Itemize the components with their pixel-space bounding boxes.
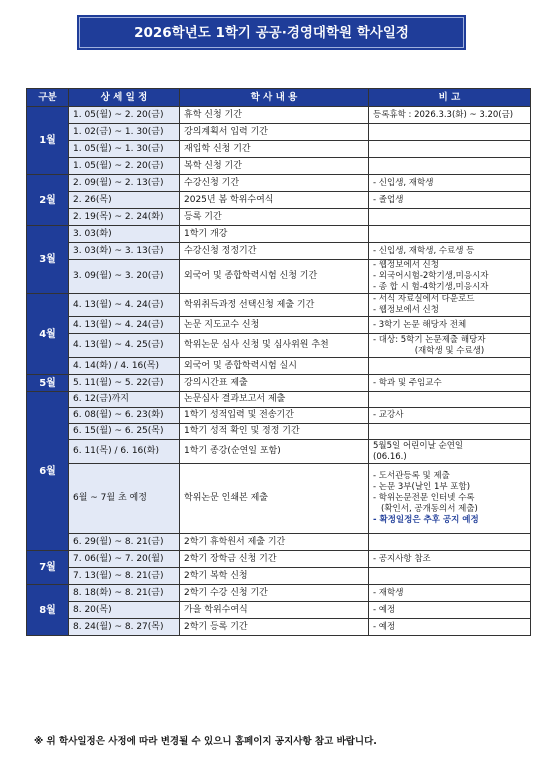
content-cell: 1학기 성적 확인 및 정정 기간 xyxy=(180,424,369,440)
content-cell: 수강신청 정정기간 xyxy=(180,243,369,260)
table-row xyxy=(27,392,531,408)
date-cell: 1. 05(월) ~ 1. 30(금) xyxy=(69,141,180,158)
note-cell xyxy=(369,358,531,375)
note-line: - 졸업생 xyxy=(373,194,404,205)
note-cell xyxy=(369,375,531,392)
month-cell: 3월 xyxy=(27,226,69,294)
note-line: - 신입생, 재학생 xyxy=(373,177,434,188)
header-date: 상 세 일 정 xyxy=(69,89,180,107)
content-cell: 강의계획서 입력 기간 xyxy=(180,124,369,141)
content-cell: 2학기 복학 신청 xyxy=(180,568,369,585)
content-cell: 수강신청 기간 xyxy=(180,175,369,192)
table-row xyxy=(27,175,531,192)
table-row xyxy=(27,568,531,585)
note-cell xyxy=(369,124,531,141)
month-cell: 8월 xyxy=(27,585,69,636)
content-cell: 강의시간표 제출 xyxy=(180,375,369,392)
content-cell: 학위논문 심사 신청 및 심사위원 추천 xyxy=(180,334,369,358)
table-row xyxy=(27,243,531,260)
content-cell: 외국어 및 종합학력시험 실시 xyxy=(180,358,369,375)
note-cell xyxy=(369,209,531,226)
month-cell: 1월 xyxy=(27,107,69,175)
note-line: - 대상: 5학기 논문제출 해당자 xyxy=(373,334,486,345)
note-cell xyxy=(369,158,531,175)
note-line: - 외국어시험-2학기생,미응시자 xyxy=(373,271,489,281)
content-cell: 1학기 성적입력 및 전송기간 xyxy=(180,408,369,424)
table-row xyxy=(27,408,531,424)
note-cell xyxy=(369,464,531,534)
note-cell xyxy=(369,175,531,192)
table-row xyxy=(27,375,531,392)
date-cell: 7. 06(월) ~ 7. 20(월) xyxy=(69,551,180,568)
note-line: - 3학기 논문 해당자 전체 xyxy=(373,319,467,330)
table-row xyxy=(27,358,531,375)
schedule-table xyxy=(26,88,531,636)
date-cell: 6. 29(월) ~ 8. 21(금) xyxy=(69,534,180,551)
note-cell xyxy=(369,619,531,636)
date-cell: 1. 05(월) ~ 2. 20(금) xyxy=(69,158,180,175)
note-cell xyxy=(369,294,531,317)
table-row xyxy=(27,192,531,209)
content-cell: 등록 기간 xyxy=(180,209,369,226)
footer-notice: ※ 위 학사일정은 사정에 따라 변경될 수 있으니 홈페이지 공지사항 참고 바랍니다. xyxy=(34,736,377,747)
content-cell: 학위취득과정 선택신청 제출 기간 xyxy=(180,294,369,317)
note-line: - 예정 xyxy=(373,621,396,632)
note-cell xyxy=(369,424,531,440)
date-cell: 7. 13(월) ~ 8. 21(금) xyxy=(69,568,180,585)
note-cell xyxy=(369,568,531,585)
note-line: - 학과 및 주임교수 xyxy=(373,377,442,388)
date-cell: 6월 ~ 7월 초 예정 xyxy=(69,464,180,534)
date-cell: 6. 12(금)까지 xyxy=(69,392,180,408)
note-line: - 서식 자료실에서 다운로드 xyxy=(373,294,475,304)
content-cell: 논문 지도교수 신청 xyxy=(180,317,369,334)
month-cell: 2월 xyxy=(27,175,69,226)
table-row xyxy=(27,585,531,602)
date-cell: 2. 09(월) ~ 2. 13(금) xyxy=(69,175,180,192)
content-cell: 1학기 개강 xyxy=(180,226,369,243)
table-row xyxy=(27,294,531,317)
table-row xyxy=(27,334,531,358)
note-cell xyxy=(369,317,531,334)
note-cell xyxy=(369,551,531,568)
content-cell: 2학기 장학금 신청 기간 xyxy=(180,551,369,568)
note-cell xyxy=(369,534,531,551)
date-cell: 3. 03(화) xyxy=(69,226,180,243)
note-line: - 논문 3부(날인 1부 포함) xyxy=(373,482,471,492)
date-cell: 1. 05(월) ~ 2. 20(금) xyxy=(69,107,180,124)
note-line: - 도서관등록 및 제출 xyxy=(373,471,450,481)
note-line: - 공지사항 참조 xyxy=(373,553,431,564)
date-cell: 5. 11(월) ~ 5. 22(금) xyxy=(69,375,180,392)
note-line: - 예정 xyxy=(373,604,396,615)
note-cell xyxy=(369,243,531,260)
note-cell xyxy=(369,192,531,209)
table-header-row xyxy=(27,89,531,107)
table-row xyxy=(27,424,531,440)
content-cell: 2학기 등록 기간 xyxy=(180,619,369,636)
content-cell: 2학기 수강 신청 기간 xyxy=(180,585,369,602)
note-line: - 종 합 시 험-4학기생,미응시자 xyxy=(373,282,489,292)
table-row xyxy=(27,534,531,551)
header-content: 학 사 내 용 xyxy=(180,89,369,107)
note-cell xyxy=(369,107,531,124)
note-cell xyxy=(369,141,531,158)
date-cell: 6. 08(월) ~ 6. 23(화) xyxy=(69,408,180,424)
date-cell: 6. 11(목) / 6. 16(화) xyxy=(69,440,180,464)
content-cell: 2025년 봄 학위수여식 xyxy=(180,192,369,209)
month-cell: 5월 xyxy=(27,375,69,392)
note-cell xyxy=(369,585,531,602)
note-line: - 웹정보에서 신청 xyxy=(373,260,439,270)
note-line: - 신입생, 재학생, 수료생 등 xyxy=(373,245,475,256)
note-line: - 확정일정은 추후 공지 예정 xyxy=(373,515,479,525)
page-title: 2026학년도 1학기 공공·경영대학원 학사일정 xyxy=(79,17,464,48)
content-cell: 휴학 신청 기간 xyxy=(180,107,369,124)
table-row xyxy=(27,260,531,294)
note-line: (확인서, 공개동의서 제출) xyxy=(381,504,478,514)
table-row xyxy=(27,107,531,124)
note-line: - 교강사 xyxy=(373,410,404,420)
date-cell: 8. 24(월) ~ 8. 27(목) xyxy=(69,619,180,636)
table-row xyxy=(27,551,531,568)
note-line: 5월5일 어린이날 순연일 xyxy=(373,440,464,451)
note-line: 등록휴학 : 2026.3.3(화) ~ 3.20(금) xyxy=(373,109,514,120)
content-cell: 학위논문 인쇄본 제출 xyxy=(180,464,369,534)
date-cell: 4. 14(화) / 4. 16(목) xyxy=(69,358,180,375)
date-cell: 2. 26(목) xyxy=(69,192,180,209)
date-cell: 1. 02(금) ~ 1. 30(금) xyxy=(69,124,180,141)
content-cell: 2학기 휴학원서 제출 기간 xyxy=(180,534,369,551)
note-cell xyxy=(369,440,531,464)
table-row xyxy=(27,141,531,158)
table-row xyxy=(27,226,531,243)
date-cell: 3. 03(화) ~ 3. 13(금) xyxy=(69,243,180,260)
note-cell xyxy=(369,602,531,619)
table-row xyxy=(27,602,531,619)
note-line: (재학생 및 수료생) xyxy=(414,345,485,356)
date-cell: 2. 19(목) ~ 2. 24(화) xyxy=(69,209,180,226)
date-cell: 8. 18(화) ~ 8. 21(금) xyxy=(69,585,180,602)
note-line: - 학위논문전문 인터넷 수록 xyxy=(373,493,475,503)
table-row xyxy=(27,619,531,636)
month-cell: 4월 xyxy=(27,294,69,375)
date-cell: 4. 13(월) ~ 4. 24(금) xyxy=(69,317,180,334)
note-cell xyxy=(369,260,531,294)
note-line: - 웹정보에서 신청 xyxy=(373,305,439,315)
month-cell: 7월 xyxy=(27,551,69,585)
table-row xyxy=(27,124,531,141)
note-cell xyxy=(369,392,531,408)
date-cell: 6. 15(월) ~ 6. 25(목) xyxy=(69,424,180,440)
table-row xyxy=(27,440,531,464)
date-cell: 8. 20(목) xyxy=(69,602,180,619)
content-cell: 외국어 및 종합학력시험 신청 기간 xyxy=(180,260,369,294)
content-cell: 복학 신청 기간 xyxy=(180,158,369,175)
content-cell: 재입학 신청 기간 xyxy=(180,141,369,158)
note-cell xyxy=(369,226,531,243)
note-cell xyxy=(369,334,531,358)
table-row xyxy=(27,464,531,534)
content-cell: 가을 학위수여식 xyxy=(180,602,369,619)
note-line: (06.16.) xyxy=(373,451,407,462)
content-cell: 논문심사 결과보고서 제출 xyxy=(180,392,369,408)
table-row xyxy=(27,158,531,175)
table-row xyxy=(27,209,531,226)
table-row xyxy=(27,317,531,334)
note-cell xyxy=(369,408,531,424)
date-cell: 4. 13(월) ~ 4. 24(금) xyxy=(69,294,180,317)
header-month: 구분 xyxy=(27,89,69,107)
date-cell: 3. 09(월) ~ 3. 20(금) xyxy=(69,260,180,294)
month-cell: 6월 xyxy=(27,392,69,551)
header-note: 비 고 xyxy=(369,89,531,107)
content-cell: 1학기 종강(순연일 포함) xyxy=(180,440,369,464)
note-line: - 재학생 xyxy=(373,587,404,598)
date-cell: 4. 13(월) ~ 4. 25(금) xyxy=(69,334,180,358)
